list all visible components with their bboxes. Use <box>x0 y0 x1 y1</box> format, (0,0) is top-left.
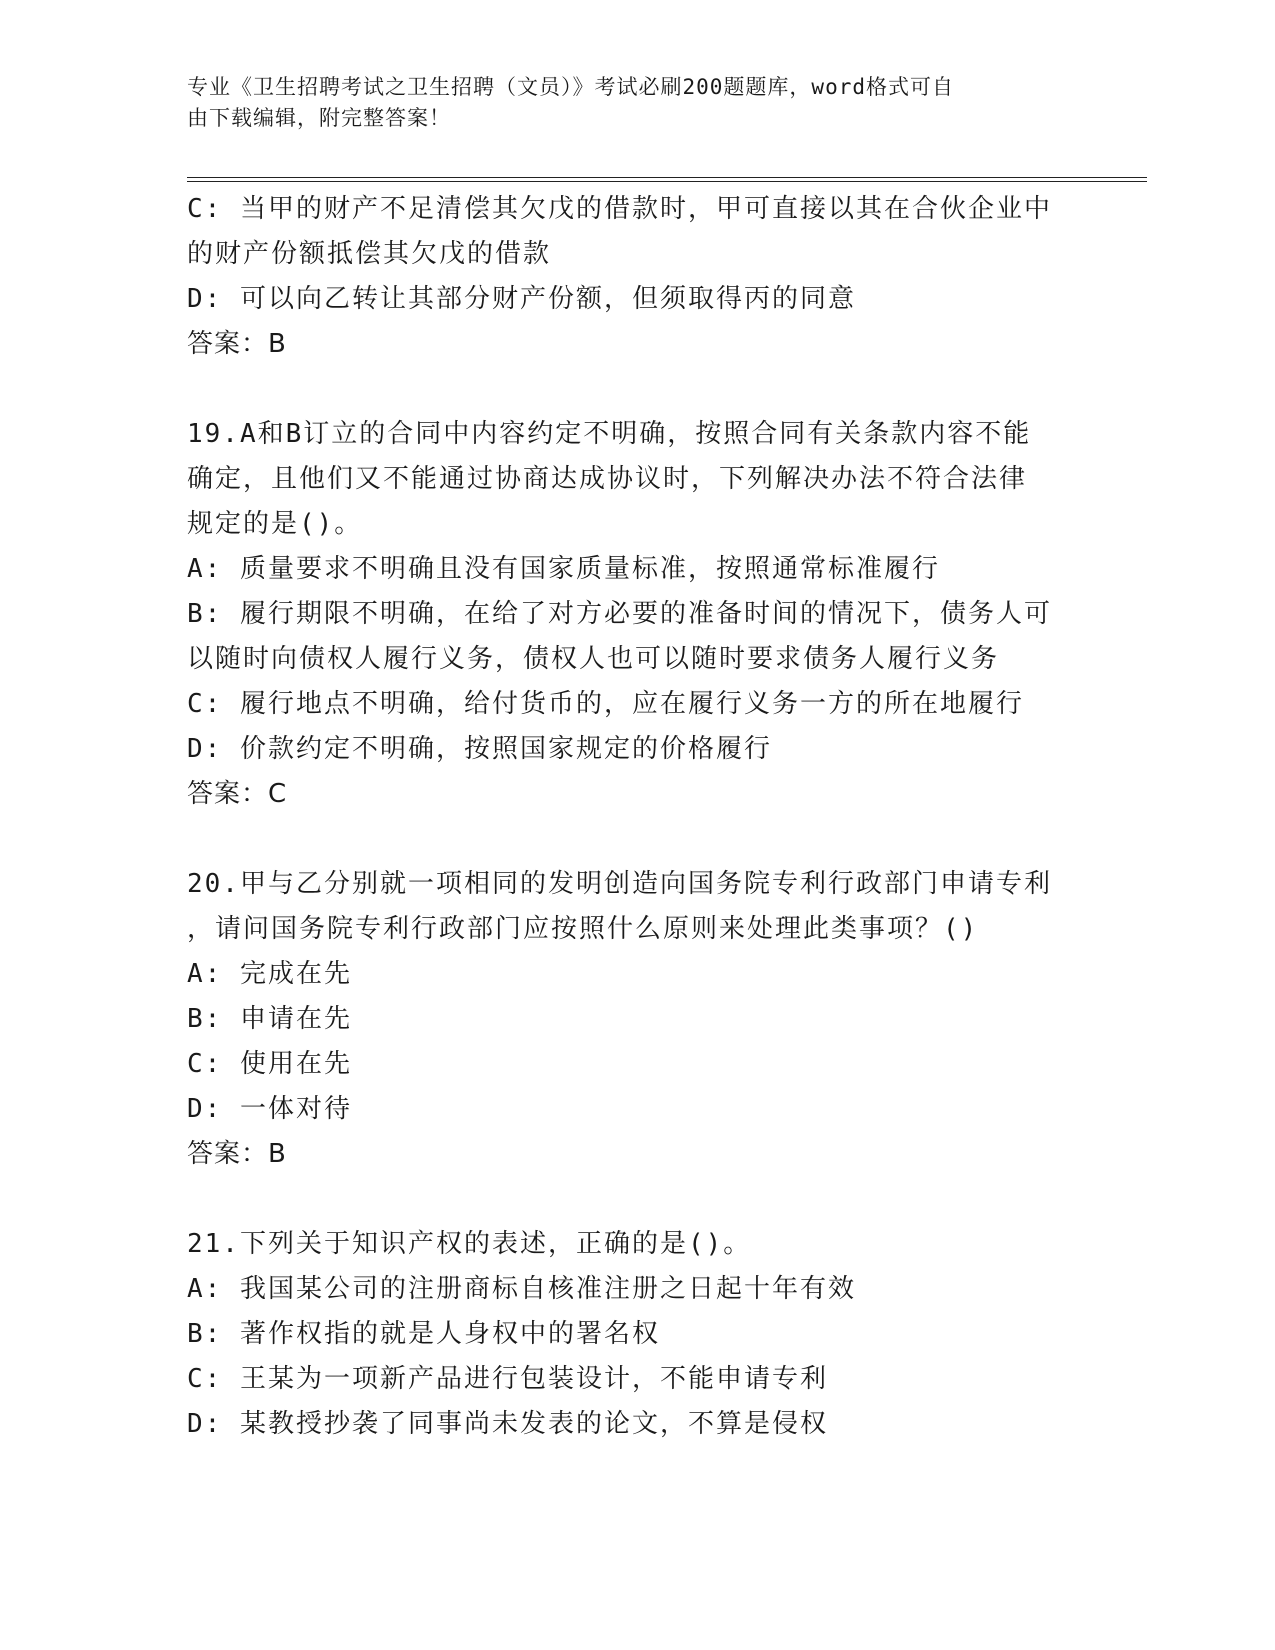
question-stem: 20.甲与乙分别就一项相同的发明创造向国务院专利行政部门申请专利 <box>187 869 1052 899</box>
option-d: D: 某教授抄袭了同事尚未发表的论文，不算是侵权 <box>187 1409 828 1439</box>
question-stem: 19.A和B订立的合同中内容约定不明确，按照合同有关条款内容不能 <box>187 419 1032 449</box>
option-d: D: 价款约定不明确，按照国家规定的价格履行 <box>187 734 772 764</box>
header-divider-bottom <box>187 181 1147 182</box>
question-19 <box>187 412 1087 817</box>
option-b: B: 著作权指的就是人身权中的署名权 <box>187 1319 660 1349</box>
option-a: A: 质量要求不明确且没有国家质量标准，按照通常标准履行 <box>187 554 940 584</box>
question-stem-continued: ，请问国务院专利行政部门应按照什么原则来处理此类事项？() <box>187 914 979 944</box>
spacer <box>187 817 1087 862</box>
option-c: C: 王某为一项新产品进行包装设计，不能申请专利 <box>187 1364 828 1394</box>
question-18-continued <box>187 187 1087 367</box>
option-a: A: 我国某公司的注册商标自核准注册之日起十年有效 <box>187 1274 856 1304</box>
spacer <box>187 1177 1087 1222</box>
option-c-continued: 的财产份额抵偿其欠戊的借款 <box>187 239 552 269</box>
question-20 <box>187 862 1087 1177</box>
document-body <box>187 187 1087 1447</box>
question-stem-continued: 规定的是()。 <box>187 509 363 539</box>
answer: 答案：B <box>187 329 287 359</box>
option-b: B: 履行期限不明确，在给了对方必要的准备时间的情况下，债务人可 <box>187 599 1052 629</box>
question-stem: 21.下列关于知识产权的表述，正确的是()。 <box>187 1229 752 1259</box>
option-d: D: 一体对待 <box>187 1094 352 1124</box>
option-a: A: 完成在先 <box>187 959 352 989</box>
option-b-continued: 以随时向债权人履行义务，债权人也可以随时要求债务人履行义务 <box>187 644 1000 674</box>
document-header <box>187 72 1067 134</box>
question-stem-continued: 确定，且他们又不能通过协商达成协议时，下列解决办法不符合法律 <box>187 464 1028 494</box>
header-line-1: 专业《卫生招聘考试之卫生招聘（文员）》考试必刷200题题库，word格式可自 <box>187 75 954 99</box>
question-21 <box>187 1222 1087 1447</box>
spacer <box>187 367 1087 412</box>
option-c: C: 履行地点不明确，给付货币的，应在履行义务一方的所在地履行 <box>187 689 1024 719</box>
option-c: C: 当甲的财产不足清偿其欠戊的借款时，甲可直接以其在合伙企业中 <box>187 194 1052 224</box>
option-c: C: 使用在先 <box>187 1049 352 1079</box>
answer: 答案：B <box>187 1139 287 1169</box>
header-divider-top <box>187 177 1147 178</box>
option-d: D: 可以向乙转让其部分财产份额，但须取得丙的同意 <box>187 284 856 314</box>
answer: 答案：C <box>187 779 288 809</box>
header-line-2: 由下载编辑，附完整答案！ <box>187 106 451 130</box>
option-b: B: 申请在先 <box>187 1004 352 1034</box>
